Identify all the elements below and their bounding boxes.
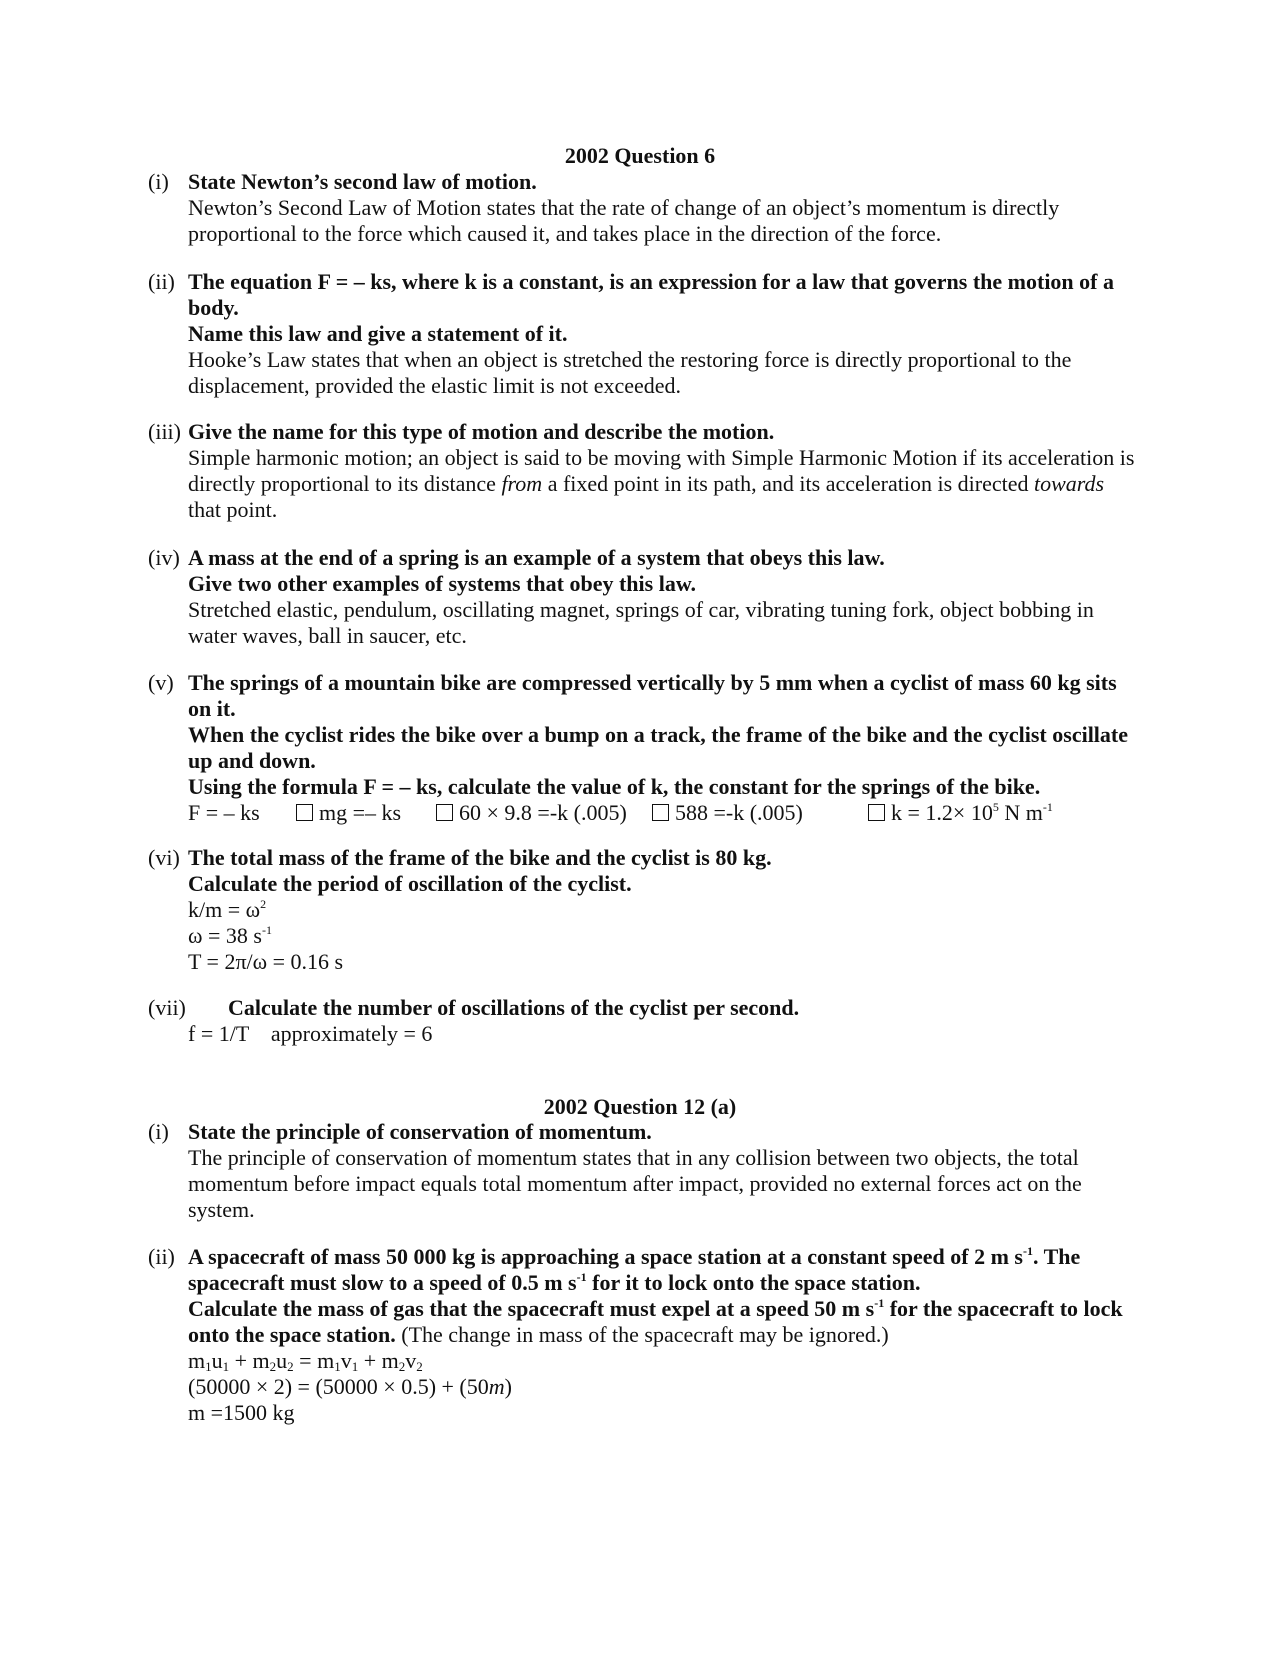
momentum-equation: $m_1u_1 + m_2u_2 = m_1v_1 + m_2v_2$ bbox=[188, 1348, 423, 1374]
k-result: $k = 1.2\times 10^5$ N $m^{-1}$ bbox=[868, 800, 1053, 826]
question-text-2: Give two other examples of systems that obey this law. bbox=[188, 571, 696, 596]
box-icon bbox=[652, 804, 669, 821]
calc-line-2: ω = 38 $s^{-1}$ bbox=[188, 923, 272, 948]
question-text: State the principle of conservation of momentum. bbox=[188, 1119, 652, 1144]
part-label: (iv) bbox=[148, 545, 180, 570]
question-text-3: Using the formula F = – ks, calculate the value of k, the constant for the springs of the bike. bbox=[188, 774, 1041, 799]
q12-part-ii bbox=[148, 1244, 1138, 1426]
calc-line-2: (50000 × 2) = (50000 × 0.5) + (50m) bbox=[188, 1374, 512, 1399]
answer-text: Newton’s Second Law of Motion states that the rate of change of an object’s momentum is directly proportional to the force which caused it, and takes place in the direction of the force. bbox=[188, 195, 1060, 246]
q12-part-i bbox=[148, 1119, 1138, 1223]
step-1: F = – ks bbox=[188, 800, 260, 825]
box-icon bbox=[436, 804, 453, 821]
question-text: State Newton’s second law of motion. bbox=[188, 169, 537, 194]
q6-part-iii bbox=[148, 419, 1138, 523]
q12-title: 2002 Question 12 (a) bbox=[543, 1094, 737, 1119]
question-text: A spacecraft of mass 50 000 kg is approaching a space station at a constant speed of 2 m $s^{-1}$. The spacecraft must slow to a speed of 0.5 m $s^{-1}$ for it to lock onto the space station. bbox=[188, 1244, 1081, 1295]
q6-part-iv bbox=[148, 545, 1138, 649]
part-label: (iii) bbox=[148, 419, 181, 444]
question-text-2: Name this law and give a statement of it. bbox=[188, 321, 568, 346]
part-label: (vi) bbox=[148, 845, 180, 870]
step-3: 60 × 9.8 =-k (.005) bbox=[459, 800, 627, 825]
answer-text: Hooke’s Law states that when an object is stretched the restoring force is directly proportional to the displacement, provided the elastic limit is not exceeded. bbox=[188, 347, 1072, 398]
question-text-2: Calculate the period of oscillation of the cyclist. bbox=[188, 871, 632, 896]
answer-text: f = 1/T approximately = 6 bbox=[188, 1021, 433, 1046]
part-label: (ii) bbox=[148, 1244, 175, 1269]
part-label: (v) bbox=[148, 670, 174, 695]
q6-part-ii bbox=[148, 269, 1138, 399]
q6-title: 2002 Question 6 bbox=[564, 143, 716, 168]
part-label: (i) bbox=[148, 169, 169, 194]
box-icon bbox=[296, 804, 313, 821]
question-text: A mass at the end of a spring is an example of a system that obeys this law. bbox=[188, 545, 885, 570]
question-text: The equation F = – ks, where k is a constant, is an expression for a law that governs the motion of a body. bbox=[188, 269, 1114, 320]
step-4: 588 =-k (.005) bbox=[675, 800, 803, 825]
answer-text: The principle of conservation of momentum states that in any collision between two objects, the total momentum before impact equals total momentum after impact, provided no external forces act on the system. bbox=[188, 1145, 1082, 1222]
question-text: Give the name for this type of motion and describe the motion. bbox=[188, 419, 775, 444]
q6-part-vi bbox=[148, 845, 1138, 975]
calc-line-3: m =1500 kg bbox=[188, 1400, 295, 1425]
question-text-2: Calculate the mass of gas that the spacecraft must expel at a speed 50 m $s^{-1}$ for the spacecraft to lock onto the space station. (The change in mass of the spacecraft may be ignored.) bbox=[188, 1296, 1123, 1347]
calc-line-1: $k/m = \omega^2$ bbox=[188, 897, 267, 922]
part-label: (vii) bbox=[148, 995, 186, 1020]
k-calculation bbox=[188, 800, 1138, 826]
q6-part-v bbox=[148, 670, 1138, 826]
part-label: (ii) bbox=[148, 269, 175, 294]
part-label: (i) bbox=[148, 1119, 169, 1144]
question-text-2: When the cyclist rides the bike over a bump on a track, the frame of the bike and the cyclist oscillate up and down. bbox=[188, 722, 1129, 773]
calc-line-3: T = 2π/ω = 0.16 s bbox=[188, 949, 344, 974]
q6-part-vii bbox=[148, 995, 1138, 1047]
step-2: mg =– ks bbox=[319, 800, 402, 825]
question-text: Calculate the number of oscillations of the cyclist per second. bbox=[228, 995, 800, 1020]
box-icon bbox=[868, 804, 885, 821]
question-text: The springs of a mountain bike are compressed vertically by 5 mm when a cyclist of mass 60 kg sits on it. bbox=[188, 670, 1117, 721]
question-text: The total mass of the frame of the bike and the cyclist is 80 kg. bbox=[188, 845, 772, 870]
q6-part-i bbox=[148, 169, 1138, 247]
answer-text: Stretched elastic, pendulum, oscillating magnet, springs of car, vibrating tuning fork, object bobbing in water waves, ball in saucer, etc. bbox=[188, 597, 1094, 648]
answer-text: Simple harmonic motion; an object is said to be moving with Simple Harmonic Motion if its acceleration is directly proportional to its distance from a fixed point in its path, and its acceleration is directed towards that point. bbox=[188, 445, 1135, 522]
